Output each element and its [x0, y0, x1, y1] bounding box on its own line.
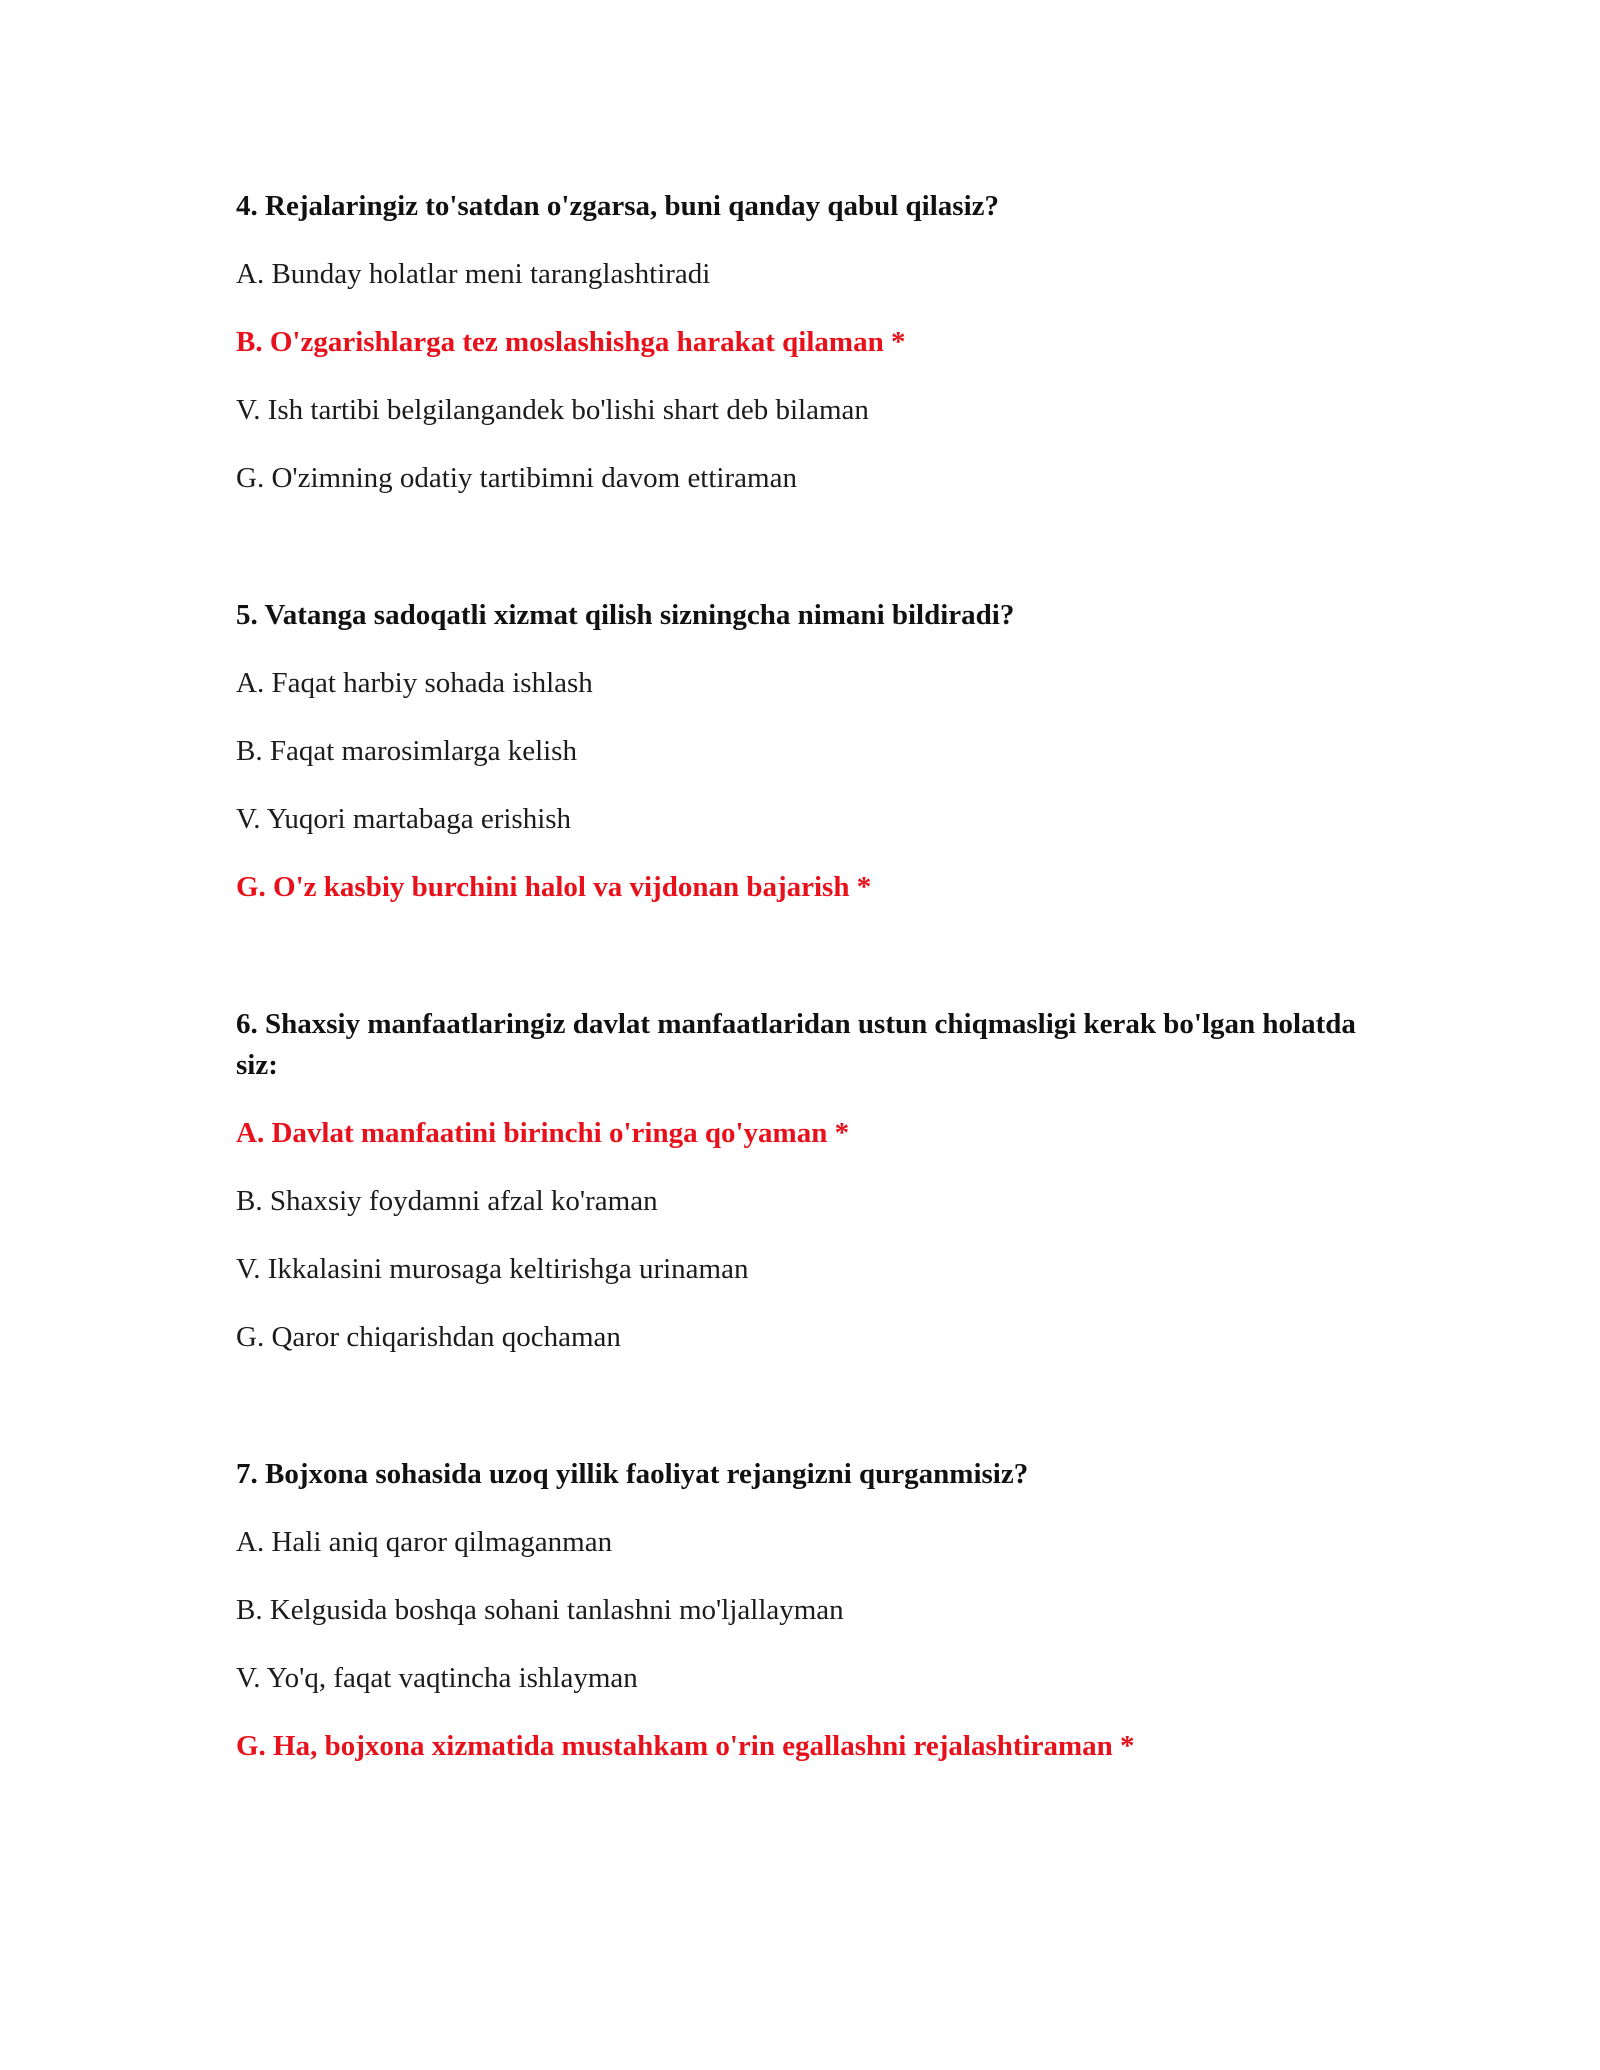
answer-option: V. Yuqori martabaga erishish	[236, 803, 572, 835]
answer-option-correct: G. O'z kasbiy burchini halol va vijdonan bajarish *	[236, 871, 872, 903]
question-block	[236, 595, 1366, 908]
answer-option-correct: A. Davlat manfaatini birinchi o'ringa qo'yaman *	[236, 1117, 850, 1149]
answer-option: V. Ish tartibi belgilangandek bo'lishi shart deb bilaman	[236, 394, 869, 426]
answer-option-correct: B. O'zgarishlarga tez moslashishga harakat qilaman *	[236, 326, 906, 358]
answer-option: G. Qaror chiqarishdan qochaman	[236, 1321, 621, 1353]
answer-option: V. Ikkalasini murosaga keltirishga urinaman	[236, 1253, 749, 1285]
answer-option: A. Bunday holatlar meni taranglashtiradi	[236, 258, 711, 290]
answer-option: B. Shaxsiy foydamni afzal ko'raman	[236, 1185, 658, 1217]
question-block	[236, 1004, 1366, 1358]
answer-option: A. Faqat harbiy sohada ishlash	[236, 667, 593, 699]
question-text: 4. Rejalaringiz to'satdan o'zgarsa, buni qanday qabul qilasiz?	[236, 190, 999, 222]
question-text: 5. Vatanga sadoqatli xizmat qilish sizningcha nimani bildiradi?	[236, 599, 1015, 631]
answer-option-correct: G. Ha, bojxona xizmatida mustahkam o'rin egallashni rejalashtiraman *	[236, 1730, 1135, 1762]
question-block	[236, 1454, 1366, 1767]
quiz-content	[236, 186, 1366, 1863]
answer-option: A. Hali aniq qaror qilmaganman	[236, 1526, 613, 1558]
question-text: 7. Bojxona sohasida uzoq yillik faoliyat rejangizni qurganmisiz?	[236, 1458, 1029, 1490]
answer-option: B. Faqat marosimlarga kelish	[236, 735, 577, 767]
question-text: 6. Shaxsiy manfaatlaringiz davlat manfaatlaridan ustun chiqmasligi kerak bo'lgan holatda siz:	[236, 1008, 1356, 1081]
question-block	[236, 186, 1366, 499]
answer-option: B. Kelgusida boshqa sohani tanlashni mo'ljallayman	[236, 1594, 844, 1626]
answer-option: G. O'zimning odatiy tartibimni davom ettiraman	[236, 462, 797, 494]
answer-option: V. Yo'q, faqat vaqtincha ishlayman	[236, 1662, 638, 1694]
